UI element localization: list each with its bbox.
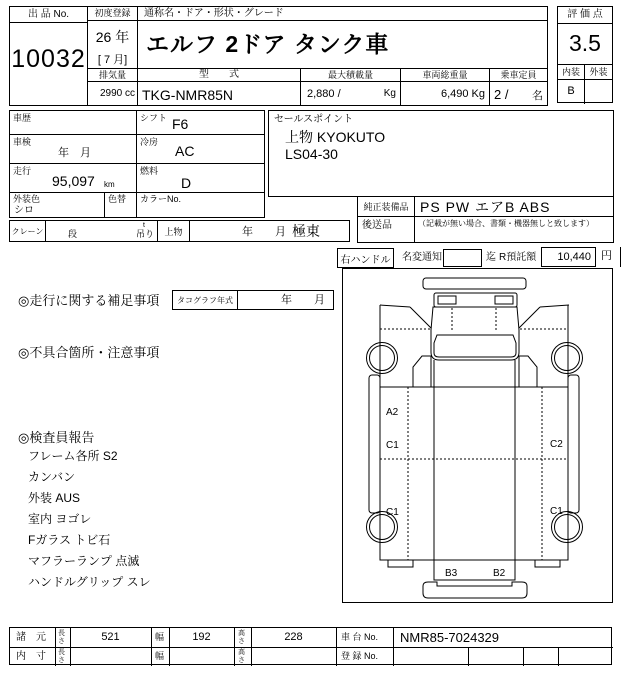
crane-stage-label: 段: [68, 229, 78, 239]
max-load-unit: Kg: [383, 88, 396, 99]
left-door-shape: [413, 356, 431, 387]
rear-right-wheel-inner: [555, 515, 580, 540]
gross-weight-box: [400, 68, 490, 106]
history-box: [9, 110, 137, 135]
chassis-no-value: NMR85-7024329: [400, 630, 500, 645]
until-label: 迄: [486, 252, 496, 263]
yen-label: 円: [601, 250, 612, 262]
inner-dims-label: 内 寸: [16, 651, 46, 662]
shift-box: [136, 110, 265, 135]
lot-number-box: [9, 6, 88, 106]
crane-label: クレーン: [10, 221, 46, 241]
capacity-value: 2 /: [494, 87, 509, 102]
tachograph-value-box: [237, 290, 334, 310]
displacement-box: [87, 68, 138, 106]
mileage-box: [9, 163, 137, 193]
chassis-no-label: 車 台 No.: [341, 632, 379, 642]
right-door-shape: [519, 356, 537, 387]
sales-point-line1: 上物 KYOKUTO: [285, 129, 386, 145]
model-code-box: [137, 68, 301, 106]
inspector-report-list: [28, 446, 258, 593]
front-left-wheel-inner: [370, 346, 395, 371]
inspector-report-heading: ◎検査員報告: [18, 430, 95, 445]
equipment-label: 純正装備品: [357, 196, 415, 217]
front-left-wheel: [367, 343, 398, 374]
interior-grade: B: [558, 80, 585, 104]
cab-fold-lines: [452, 308, 496, 332]
width-value: 192: [192, 631, 211, 643]
shift-label: シフト: [140, 113, 168, 123]
body-color-box: [9, 192, 105, 218]
mileage-note-heading: ◎走行に関する補足事項: [18, 293, 160, 308]
width-label: 幅: [155, 632, 165, 642]
sales-point-line2: LS04-30: [285, 146, 338, 162]
fuel-label: 燃料: [140, 166, 159, 176]
recolor-label: 色替: [108, 194, 127, 204]
capacity-label: 乗車定員: [490, 69, 547, 82]
first-registration-box: [87, 6, 138, 69]
deposit-label: R預託額: [499, 252, 537, 263]
max-load-box: [300, 68, 401, 106]
damage-mark-c2-right: C2: [550, 439, 563, 450]
inspector-report-item: マフラーランプ 点滅: [28, 554, 140, 568]
damage-mark-c1-rear-left: C1: [386, 507, 399, 518]
inspection-value: 年 月: [58, 147, 91, 159]
cowl-vent-right: [495, 296, 513, 304]
length-value: 521: [101, 631, 120, 643]
right-side-guard: [568, 375, 579, 513]
recolor-box: [104, 192, 137, 218]
inspector-report-item: 室内 ヨゴレ: [28, 512, 92, 526]
history-label: 車歴: [13, 113, 32, 123]
body-panel-dividers: [434, 387, 515, 560]
color-no-label: カラーNo.: [140, 194, 182, 204]
inspection-label: 車検: [13, 137, 32, 147]
equipment-value-box: [414, 196, 614, 217]
damage-mark-b3: B3: [445, 568, 458, 579]
exterior-grade: [585, 80, 612, 104]
first-registration-year: 26 年: [95, 29, 130, 45]
aircon-label: 冷房: [140, 137, 159, 147]
score-label: 評 価 点: [558, 7, 612, 24]
length-label: 長さ: [58, 630, 65, 645]
rear-left-mudflap: [388, 560, 413, 567]
body-dotted-dividers: [408, 387, 542, 560]
damage-mark-c1-front-left: C1: [386, 440, 399, 451]
body-label: 上物: [158, 221, 190, 241]
inner-width-label: 幅: [155, 651, 165, 661]
body-date: 年 月: [242, 226, 286, 238]
mileage-label: 走行: [13, 166, 32, 176]
inspector-report-item: Fガラス トビ石: [28, 533, 111, 547]
model-code-label: 型 式: [138, 69, 300, 82]
later-items-label-box: [357, 216, 415, 243]
cowl-vent-left: [438, 296, 456, 304]
later-items-note: （記載が無い場合、書類・機器無しと致します）: [418, 219, 594, 228]
first-registration-label: 初度登録: [88, 7, 137, 21]
cowl-panel-shape: [434, 293, 517, 307]
displacement-value: 2990 cc: [99, 88, 135, 99]
later-items-label: 後送品: [362, 220, 392, 231]
inspection-box: [9, 134, 137, 164]
fuel-value: D: [181, 175, 192, 191]
defects-heading: ◎不具合箇所・注意事項: [18, 345, 160, 360]
mileage-value: 95,097: [52, 173, 95, 189]
diagram-frame: [343, 269, 613, 603]
rear-bumper-shape: [423, 582, 527, 598]
aircon-value: AC: [175, 143, 195, 159]
vehicle-name-box: [137, 6, 548, 69]
rear-right-mudflap: [535, 560, 560, 567]
dimensions-table: [9, 627, 612, 665]
rear-left-wheel-inner: [370, 515, 395, 540]
fuel-box: [136, 163, 265, 193]
exterior-grade-label: 外装: [589, 67, 608, 77]
vehicle-diagram: [342, 268, 613, 603]
crane-lift-label: 吊り: [136, 229, 155, 239]
windshield-shape: [434, 335, 516, 357]
name-change-label: 名変通知: [402, 252, 442, 263]
body-color-label: 外装色: [13, 194, 41, 204]
first-registration-month: [ 7 月]: [97, 54, 128, 66]
inner-length-label: 長さ: [58, 649, 65, 664]
registration-no-label: 登 録 No.: [341, 651, 379, 661]
damage-mark-c1-rear-right: C1: [550, 506, 563, 517]
height-value: 228: [284, 631, 303, 643]
gross-weight-value: 6,490 Kg: [440, 88, 485, 100]
capacity-unit: 名: [532, 90, 543, 102]
deposit-field: [541, 247, 596, 267]
max-load-value: 2,880 /: [307, 88, 341, 100]
crane-ton-label: t: [143, 222, 145, 229]
aircon-box: [136, 134, 265, 164]
inspector-report-item: フレーム各所 S2: [28, 449, 118, 463]
model-code: TKG-NMR85N: [142, 87, 234, 103]
side-panel-edges: [380, 305, 568, 387]
inspector-report-item: 外装 AUS: [28, 491, 81, 505]
vehicle-name-label: 通称名・ドア・形状・グレード: [138, 7, 547, 21]
damage-mark-a2: A2: [386, 407, 399, 418]
left-side-guard: [369, 375, 380, 513]
interior-grade-label: 内装: [558, 65, 585, 79]
inner-height-label: 高さ: [238, 649, 245, 664]
body-color-value: シロ: [14, 205, 34, 216]
fender-fold-diagonals: [410, 307, 540, 328]
later-items-note-box: [414, 216, 614, 243]
gross-weight-label: 車両総重量: [401, 69, 489, 82]
tachograph-value: 年 月: [281, 294, 325, 306]
equipment-value: PS PW エアB ABS: [420, 199, 551, 215]
vehicle-name: エルフ 2ドア タンク車: [146, 31, 390, 57]
mileage-unit: km: [104, 180, 115, 189]
crane-body-row: [9, 220, 350, 242]
color-no-box: [136, 192, 265, 218]
max-load-label: 最大積載量: [301, 69, 400, 82]
front-bumper-shape: [423, 278, 526, 289]
lot-number-label: 出 品 No.: [10, 7, 87, 23]
sales-point-box: [268, 110, 614, 197]
displacement-label: 排気量: [88, 69, 137, 82]
cab-body-connectors: [434, 360, 515, 387]
tachograph-label: タコグラフ年式: [172, 290, 238, 310]
deposit-value: 10,440: [557, 251, 591, 263]
name-change-field: [443, 249, 482, 267]
front-right-wheel: [552, 343, 583, 374]
damage-mark-b2: B2: [493, 568, 506, 579]
score-value: 3.5: [558, 24, 612, 65]
capacity-box: [489, 68, 548, 106]
front-right-wheel-inner: [555, 346, 580, 371]
shift-value: F6: [172, 116, 189, 132]
height-label: 高さ: [238, 630, 245, 645]
lot-number: 10032: [11, 45, 86, 73]
cab-roof-shape: [431, 307, 519, 360]
handle-badge: 右ハンドル: [337, 248, 394, 268]
inspector-report-item: カンバン: [28, 470, 76, 484]
score-box: [557, 6, 613, 103]
sales-point-label: セールスポイント: [274, 114, 354, 125]
inspector-report-item: ハンドルグリップ スレ: [28, 575, 151, 589]
outer-dims-label: 諸 元: [16, 632, 46, 643]
body-maker: 極東: [292, 223, 320, 239]
